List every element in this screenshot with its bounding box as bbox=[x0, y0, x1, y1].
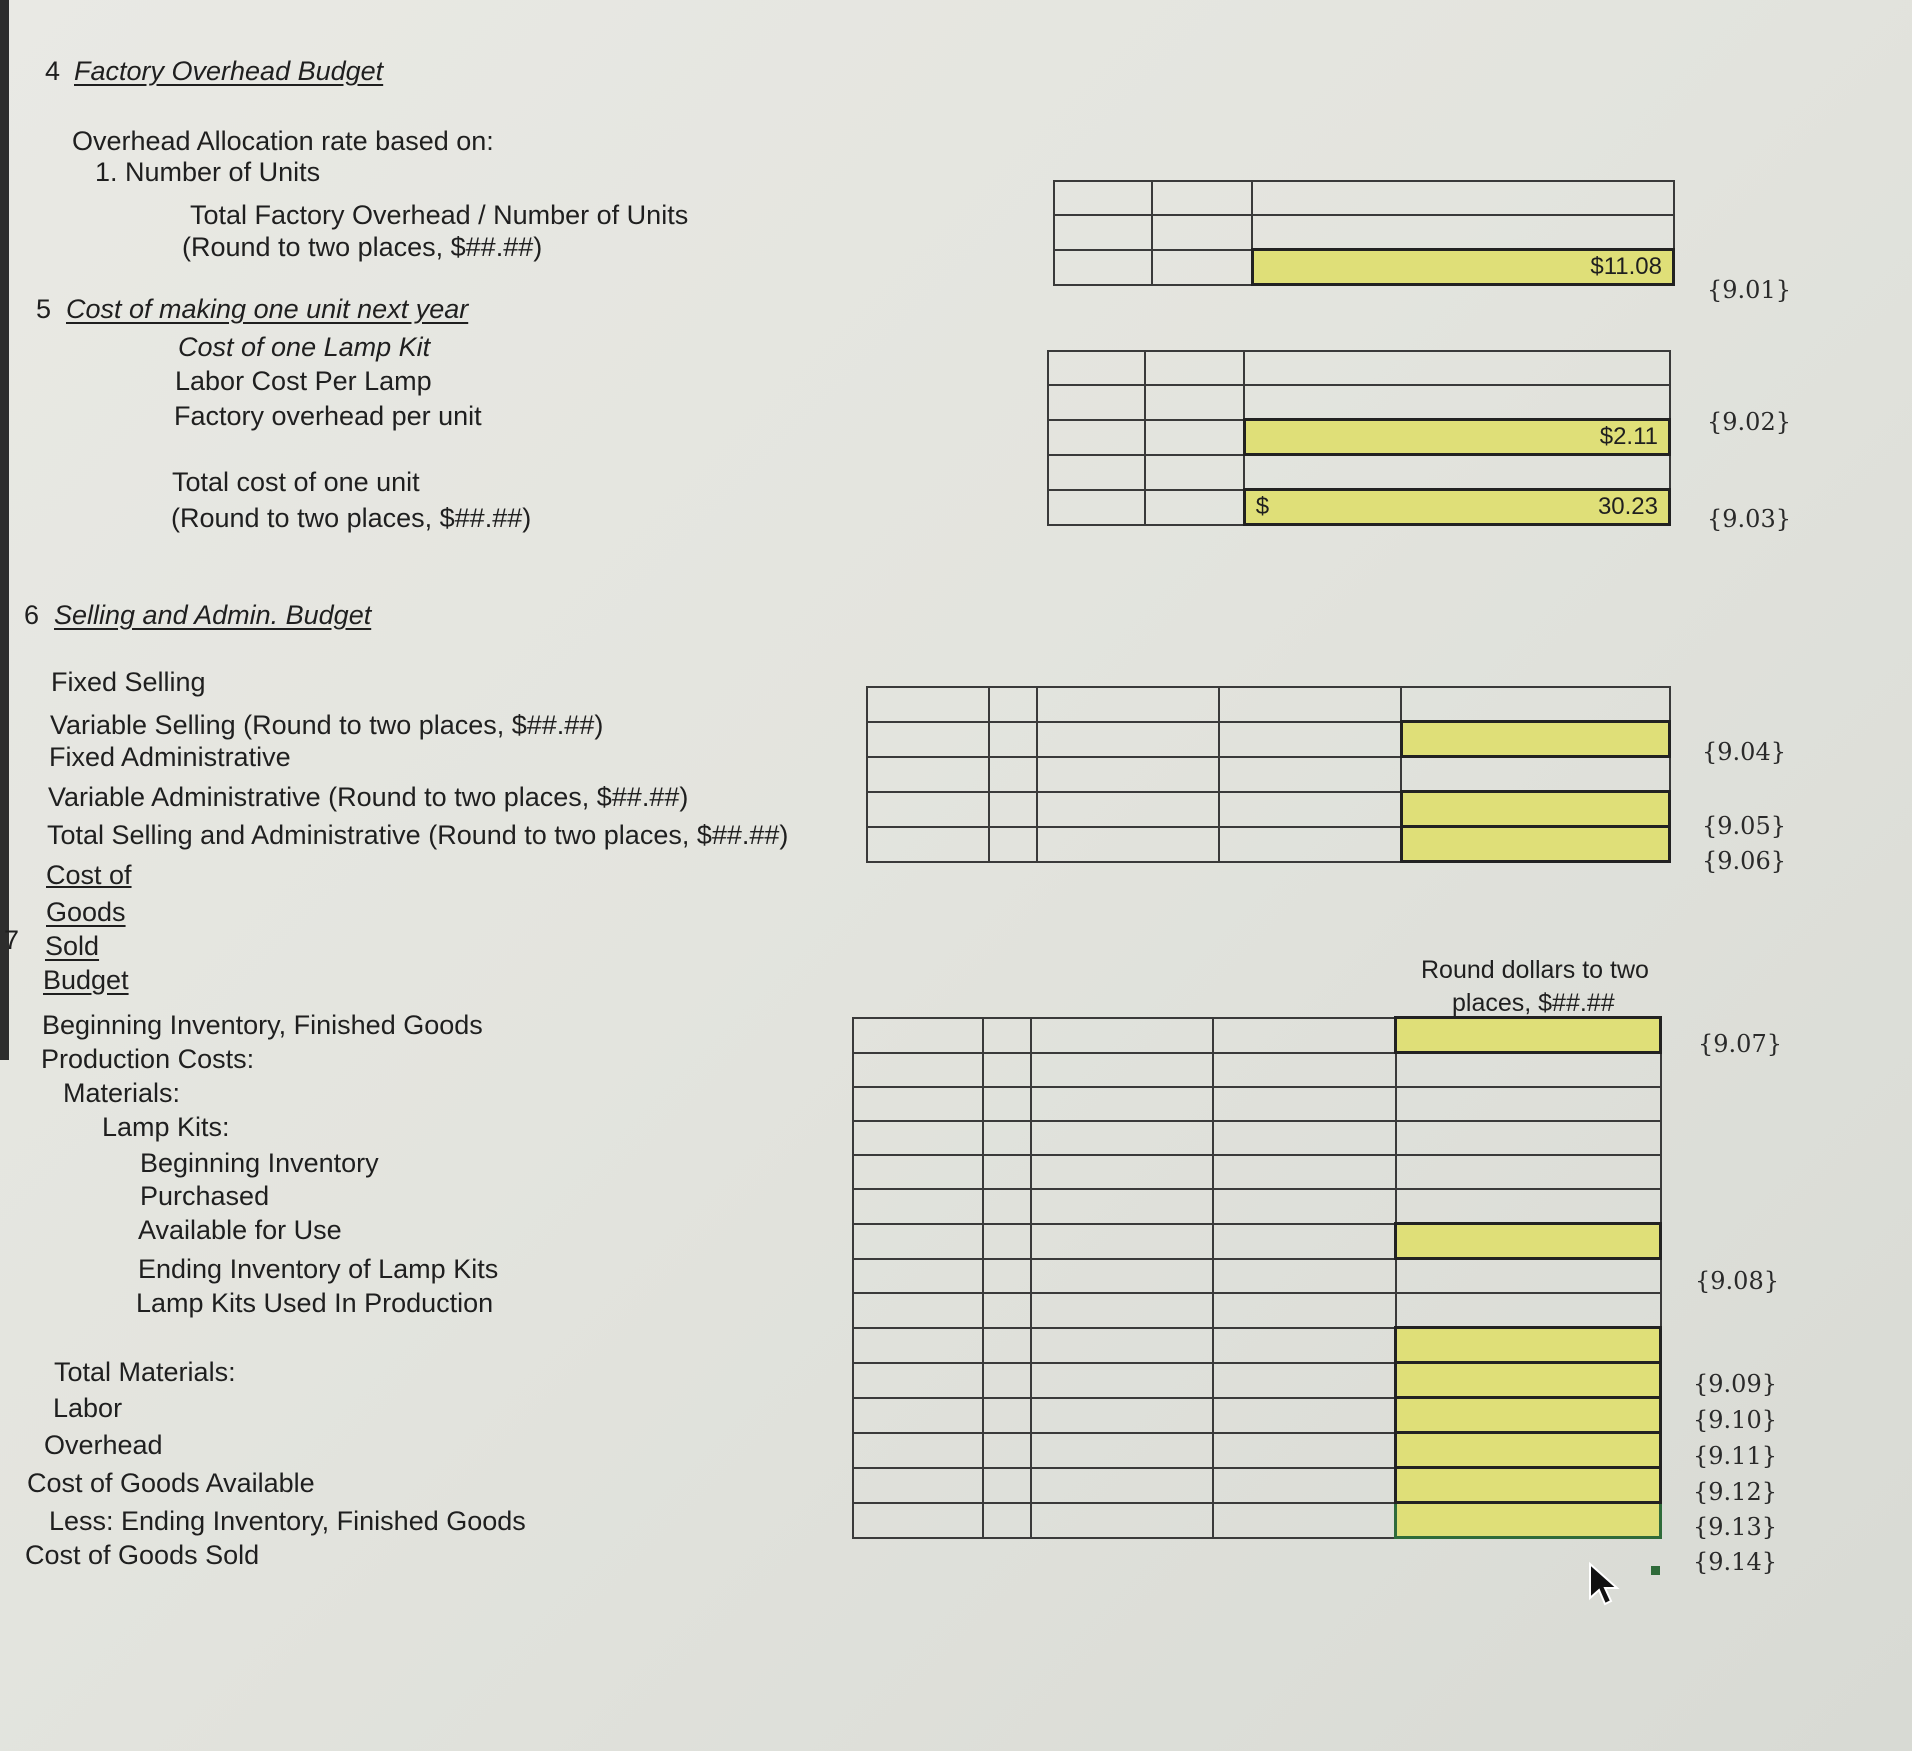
cell[interactable] bbox=[1031, 1053, 1213, 1088]
total-unit-cost-value: 30.23 bbox=[1597, 493, 1658, 520]
cogs-row-label: Labor bbox=[53, 1393, 123, 1423]
section-6-number: 6 bbox=[24, 600, 40, 630]
cell[interactable] bbox=[853, 1293, 983, 1328]
cogs-row-label: Production Costs: bbox=[41, 1044, 255, 1074]
round-note-label: (Round to two places, $##.##) bbox=[182, 232, 543, 262]
cell[interactable] bbox=[853, 1087, 983, 1121]
cogs-row-label: Beginning Inventory bbox=[140, 1148, 379, 1178]
selling-admin-grid bbox=[866, 686, 1671, 863]
cell[interactable] bbox=[853, 1503, 983, 1538]
cell[interactable] bbox=[853, 1018, 983, 1053]
cell[interactable] bbox=[867, 792, 989, 827]
cost-of-goods-sold-cell[interactable] bbox=[1396, 1503, 1661, 1538]
cell[interactable] bbox=[989, 757, 1037, 792]
cell[interactable] bbox=[983, 1468, 1031, 1503]
cogs-row-label: Purchased bbox=[140, 1181, 270, 1211]
cogs-row-label: Ending Inventory of Lamp Kits bbox=[138, 1254, 499, 1284]
cell[interactable] bbox=[1213, 1433, 1396, 1468]
cogs-row-label: Lamp Kits: bbox=[102, 1112, 230, 1142]
cogs-row-label: Less: Ending Inventory, Finished Goods bbox=[49, 1506, 526, 1536]
unit-cost-grid bbox=[1047, 350, 1671, 526]
labor-cost-label: Labor Cost Per Lamp bbox=[175, 366, 432, 396]
cell[interactable] bbox=[1244, 351, 1669, 385]
cell[interactable] bbox=[1213, 1121, 1396, 1155]
cell[interactable] bbox=[1031, 1398, 1213, 1433]
cogs-row-label: Overhead bbox=[44, 1430, 163, 1460]
cogs-row-label: Available for Use bbox=[138, 1215, 342, 1245]
cell[interactable] bbox=[983, 1398, 1031, 1433]
cell[interactable] bbox=[1396, 1155, 1661, 1189]
cell[interactable] bbox=[1396, 1053, 1661, 1088]
cell[interactable] bbox=[1401, 687, 1670, 722]
cell[interactable] bbox=[1031, 1087, 1213, 1121]
ref-9-02: {9.02} bbox=[1707, 408, 1791, 436]
cell[interactable] bbox=[983, 1433, 1031, 1468]
total-materials-cell[interactable] bbox=[1396, 1328, 1661, 1363]
cell[interactable] bbox=[1037, 792, 1219, 827]
cell[interactable] bbox=[1048, 351, 1145, 385]
section-6-title: Selling and Admin. Budget bbox=[54, 600, 372, 630]
cell[interactable] bbox=[1031, 1503, 1213, 1538]
overhead-allocation-label: Overhead Allocation rate based on: bbox=[72, 126, 494, 156]
total-sa-label: Total Selling and Administrative (Round to two places, $##.##) bbox=[47, 820, 789, 850]
overhead-formula-label: Total Factory Overhead / Number of Units bbox=[190, 200, 689, 230]
cell[interactable] bbox=[983, 1155, 1031, 1189]
overhead-rate-grid bbox=[1053, 180, 1675, 286]
cell[interactable] bbox=[1031, 1189, 1213, 1224]
cell[interactable] bbox=[1396, 1087, 1661, 1121]
cell[interactable] bbox=[1037, 827, 1219, 862]
cell[interactable] bbox=[1054, 215, 1152, 250]
window-edge bbox=[0, 0, 9, 1060]
cell[interactable] bbox=[1396, 1259, 1661, 1294]
cell[interactable] bbox=[1219, 827, 1401, 862]
cell[interactable] bbox=[1401, 757, 1670, 792]
section-4-title: Factory Overhead Budget bbox=[74, 56, 384, 86]
variable-selling-cell[interactable] bbox=[1401, 722, 1670, 757]
total-unit-cost-cell[interactable] bbox=[1244, 490, 1669, 525]
cell[interactable] bbox=[983, 1259, 1031, 1294]
cell[interactable] bbox=[1213, 1155, 1396, 1189]
cell[interactable] bbox=[1213, 1398, 1396, 1433]
cell[interactable] bbox=[989, 792, 1037, 827]
ending-inventory-fg-cell[interactable] bbox=[1396, 1468, 1661, 1503]
cell[interactable] bbox=[1213, 1293, 1396, 1328]
cell[interactable] bbox=[1244, 455, 1669, 490]
cell[interactable] bbox=[1031, 1121, 1213, 1155]
cell[interactable] bbox=[1031, 1468, 1213, 1503]
cell[interactable] bbox=[1213, 1259, 1396, 1294]
cell[interactable] bbox=[1396, 1121, 1661, 1155]
cell[interactable] bbox=[1396, 1189, 1661, 1224]
cell[interactable] bbox=[1054, 181, 1152, 215]
ref-9-01: {9.01} bbox=[1707, 276, 1791, 304]
overhead-rate-cell[interactable]: $11.08 bbox=[1252, 250, 1673, 285]
section-7-title-sold: Sold bbox=[45, 931, 100, 961]
ending-inventory-kits-cell[interactable] bbox=[1396, 1224, 1661, 1259]
ref-9-05: {9.05} bbox=[1702, 812, 1786, 840]
cell[interactable] bbox=[1213, 1053, 1396, 1088]
cut-off-title-line: Cost of bbox=[46, 860, 132, 890]
cell[interactable] bbox=[1152, 215, 1252, 250]
ref-9-04: {9.04} bbox=[1702, 738, 1786, 766]
cell[interactable] bbox=[853, 1363, 983, 1398]
cell[interactable] bbox=[1244, 385, 1669, 420]
cogs-row-label: Beginning Inventory, Finished Goods bbox=[42, 1010, 483, 1040]
cell[interactable] bbox=[983, 1224, 1031, 1259]
cogs-row-label: Total Materials: bbox=[54, 1357, 236, 1387]
cogs-row-label: Materials: bbox=[63, 1078, 181, 1108]
cell[interactable] bbox=[853, 1468, 983, 1503]
cell[interactable] bbox=[1031, 1018, 1213, 1053]
variable-admin-cell[interactable] bbox=[1401, 792, 1670, 827]
cell[interactable] bbox=[989, 827, 1037, 862]
ref-9-13: {9.13} bbox=[1693, 1513, 1777, 1541]
cell[interactable] bbox=[1219, 792, 1401, 827]
ref-9-14: {9.14} bbox=[1693, 1548, 1777, 1576]
total-cost-unit-label: Total cost of one unit bbox=[172, 467, 420, 497]
cell[interactable] bbox=[867, 722, 989, 757]
number-of-units-label: 1. Number of Units bbox=[95, 157, 321, 187]
cost-of-goods-available-cell[interactable] bbox=[1396, 1433, 1661, 1468]
cell[interactable] bbox=[853, 1328, 983, 1363]
cell[interactable] bbox=[983, 1189, 1031, 1224]
total-sa-cell[interactable] bbox=[1401, 827, 1670, 862]
ref-9-10: {9.10} bbox=[1693, 1406, 1777, 1434]
cell[interactable] bbox=[1252, 181, 1673, 215]
ref-9-11: {9.11} bbox=[1693, 1442, 1777, 1470]
cogs-row-label: Cost of Goods Available bbox=[27, 1468, 315, 1498]
dollar-sign: $ bbox=[1255, 493, 1270, 520]
cell[interactable] bbox=[1031, 1328, 1213, 1363]
cell[interactable] bbox=[983, 1018, 1031, 1053]
cell[interactable] bbox=[1145, 385, 1244, 420]
cell[interactable] bbox=[1219, 757, 1401, 792]
cell[interactable] bbox=[1048, 420, 1145, 455]
cell[interactable] bbox=[853, 1053, 983, 1088]
cell[interactable] bbox=[1031, 1293, 1213, 1328]
cell[interactable] bbox=[853, 1121, 983, 1155]
ref-9-12: {9.12} bbox=[1693, 1478, 1777, 1506]
cell[interactable] bbox=[1031, 1259, 1213, 1294]
cell[interactable] bbox=[989, 722, 1037, 757]
ref-9-08: {9.08} bbox=[1695, 1267, 1779, 1295]
cell[interactable] bbox=[1048, 455, 1145, 490]
cell[interactable] bbox=[1213, 1363, 1396, 1398]
cell[interactable] bbox=[1031, 1433, 1213, 1468]
overhead-per-unit-label: Factory overhead per unit bbox=[174, 401, 482, 431]
section-5-number: 5 bbox=[36, 294, 52, 324]
cell[interactable] bbox=[1031, 1155, 1213, 1189]
section-4-number: 4 bbox=[45, 56, 61, 86]
cell[interactable] bbox=[1048, 490, 1145, 525]
cell[interactable] bbox=[1219, 687, 1401, 722]
cell[interactable] bbox=[1252, 215, 1673, 250]
cell[interactable] bbox=[853, 1433, 983, 1468]
cell[interactable] bbox=[1145, 351, 1244, 385]
ref-9-06: {9.06} bbox=[1702, 847, 1786, 875]
cell[interactable] bbox=[1396, 1293, 1661, 1328]
cogs-grid bbox=[852, 1016, 1662, 1539]
fixed-admin-label: Fixed Administrative bbox=[49, 742, 291, 772]
ref-9-03: {9.03} bbox=[1707, 505, 1791, 533]
cell[interactable] bbox=[853, 1155, 983, 1189]
cell[interactable] bbox=[1031, 1363, 1213, 1398]
cell[interactable] bbox=[867, 687, 989, 722]
round-note-label-5: (Round to two places, $##.##) bbox=[171, 503, 532, 533]
cell[interactable] bbox=[983, 1328, 1031, 1363]
cell[interactable] bbox=[1031, 1224, 1213, 1259]
ref-9-09: {9.09} bbox=[1693, 1370, 1777, 1398]
fixed-selling-label: Fixed Selling bbox=[51, 667, 206, 697]
cell[interactable] bbox=[867, 757, 989, 792]
cell[interactable] bbox=[1213, 1468, 1396, 1503]
labor-cell[interactable] bbox=[1396, 1363, 1661, 1398]
cell[interactable] bbox=[1213, 1087, 1396, 1121]
section-5-title: Cost of making one unit next year bbox=[66, 294, 469, 324]
cell[interactable] bbox=[1219, 722, 1401, 757]
cell[interactable] bbox=[983, 1087, 1031, 1121]
cell[interactable] bbox=[853, 1189, 983, 1224]
cell[interactable] bbox=[989, 687, 1037, 722]
cell[interactable] bbox=[1152, 181, 1252, 215]
cell[interactable] bbox=[1213, 1224, 1396, 1259]
cell[interactable] bbox=[1213, 1018, 1396, 1053]
cell[interactable] bbox=[1037, 722, 1219, 757]
cell[interactable] bbox=[1054, 250, 1152, 285]
cell[interactable] bbox=[1048, 385, 1145, 420]
cell[interactable] bbox=[1213, 1189, 1396, 1224]
cell[interactable] bbox=[1213, 1328, 1396, 1363]
cell[interactable] bbox=[853, 1259, 983, 1294]
beginning-inventory-fg-cell[interactable] bbox=[1396, 1018, 1661, 1053]
cell[interactable] bbox=[983, 1363, 1031, 1398]
round-dollars-note: Round dollars to two bbox=[1421, 956, 1649, 984]
ref-9-07: {9.07} bbox=[1698, 1030, 1782, 1058]
cogs-row-label: Lamp Kits Used In Production bbox=[136, 1288, 494, 1318]
fill-handle[interactable] bbox=[1651, 1566, 1660, 1575]
cell[interactable] bbox=[1145, 420, 1244, 455]
overhead-per-unit-cell[interactable]: $2.11 bbox=[1244, 420, 1669, 455]
cell[interactable] bbox=[867, 827, 989, 862]
mouse-pointer-icon bbox=[1588, 1562, 1622, 1608]
section-7-title-budget: Budget bbox=[43, 965, 129, 995]
cell[interactable] bbox=[1145, 455, 1244, 490]
cell[interactable] bbox=[853, 1398, 983, 1433]
variable-admin-label: Variable Administrative (Round to two places, $##.##) bbox=[48, 782, 689, 812]
cogs-row-label: Cost of Goods Sold bbox=[25, 1540, 260, 1570]
cell[interactable] bbox=[983, 1293, 1031, 1328]
cell[interactable] bbox=[853, 1224, 983, 1259]
section-7-title-goods: Goods bbox=[46, 897, 126, 927]
cell[interactable] bbox=[1213, 1503, 1396, 1538]
cell[interactable] bbox=[983, 1503, 1031, 1538]
cell[interactable] bbox=[983, 1053, 1031, 1088]
section-7-number: 7 bbox=[4, 925, 20, 955]
lamp-kit-cost-label: Cost of one Lamp Kit bbox=[178, 332, 431, 362]
variable-selling-label: Variable Selling (Round to two places, $##.##) bbox=[50, 710, 604, 740]
cell[interactable] bbox=[1037, 687, 1219, 722]
cell[interactable] bbox=[983, 1121, 1031, 1155]
cell[interactable] bbox=[1037, 757, 1219, 792]
overhead-cell[interactable] bbox=[1396, 1398, 1661, 1433]
round-dollars-note-2: places, $##.## bbox=[1452, 989, 1615, 1017]
cell[interactable] bbox=[1152, 250, 1252, 285]
cell[interactable] bbox=[1145, 490, 1244, 525]
